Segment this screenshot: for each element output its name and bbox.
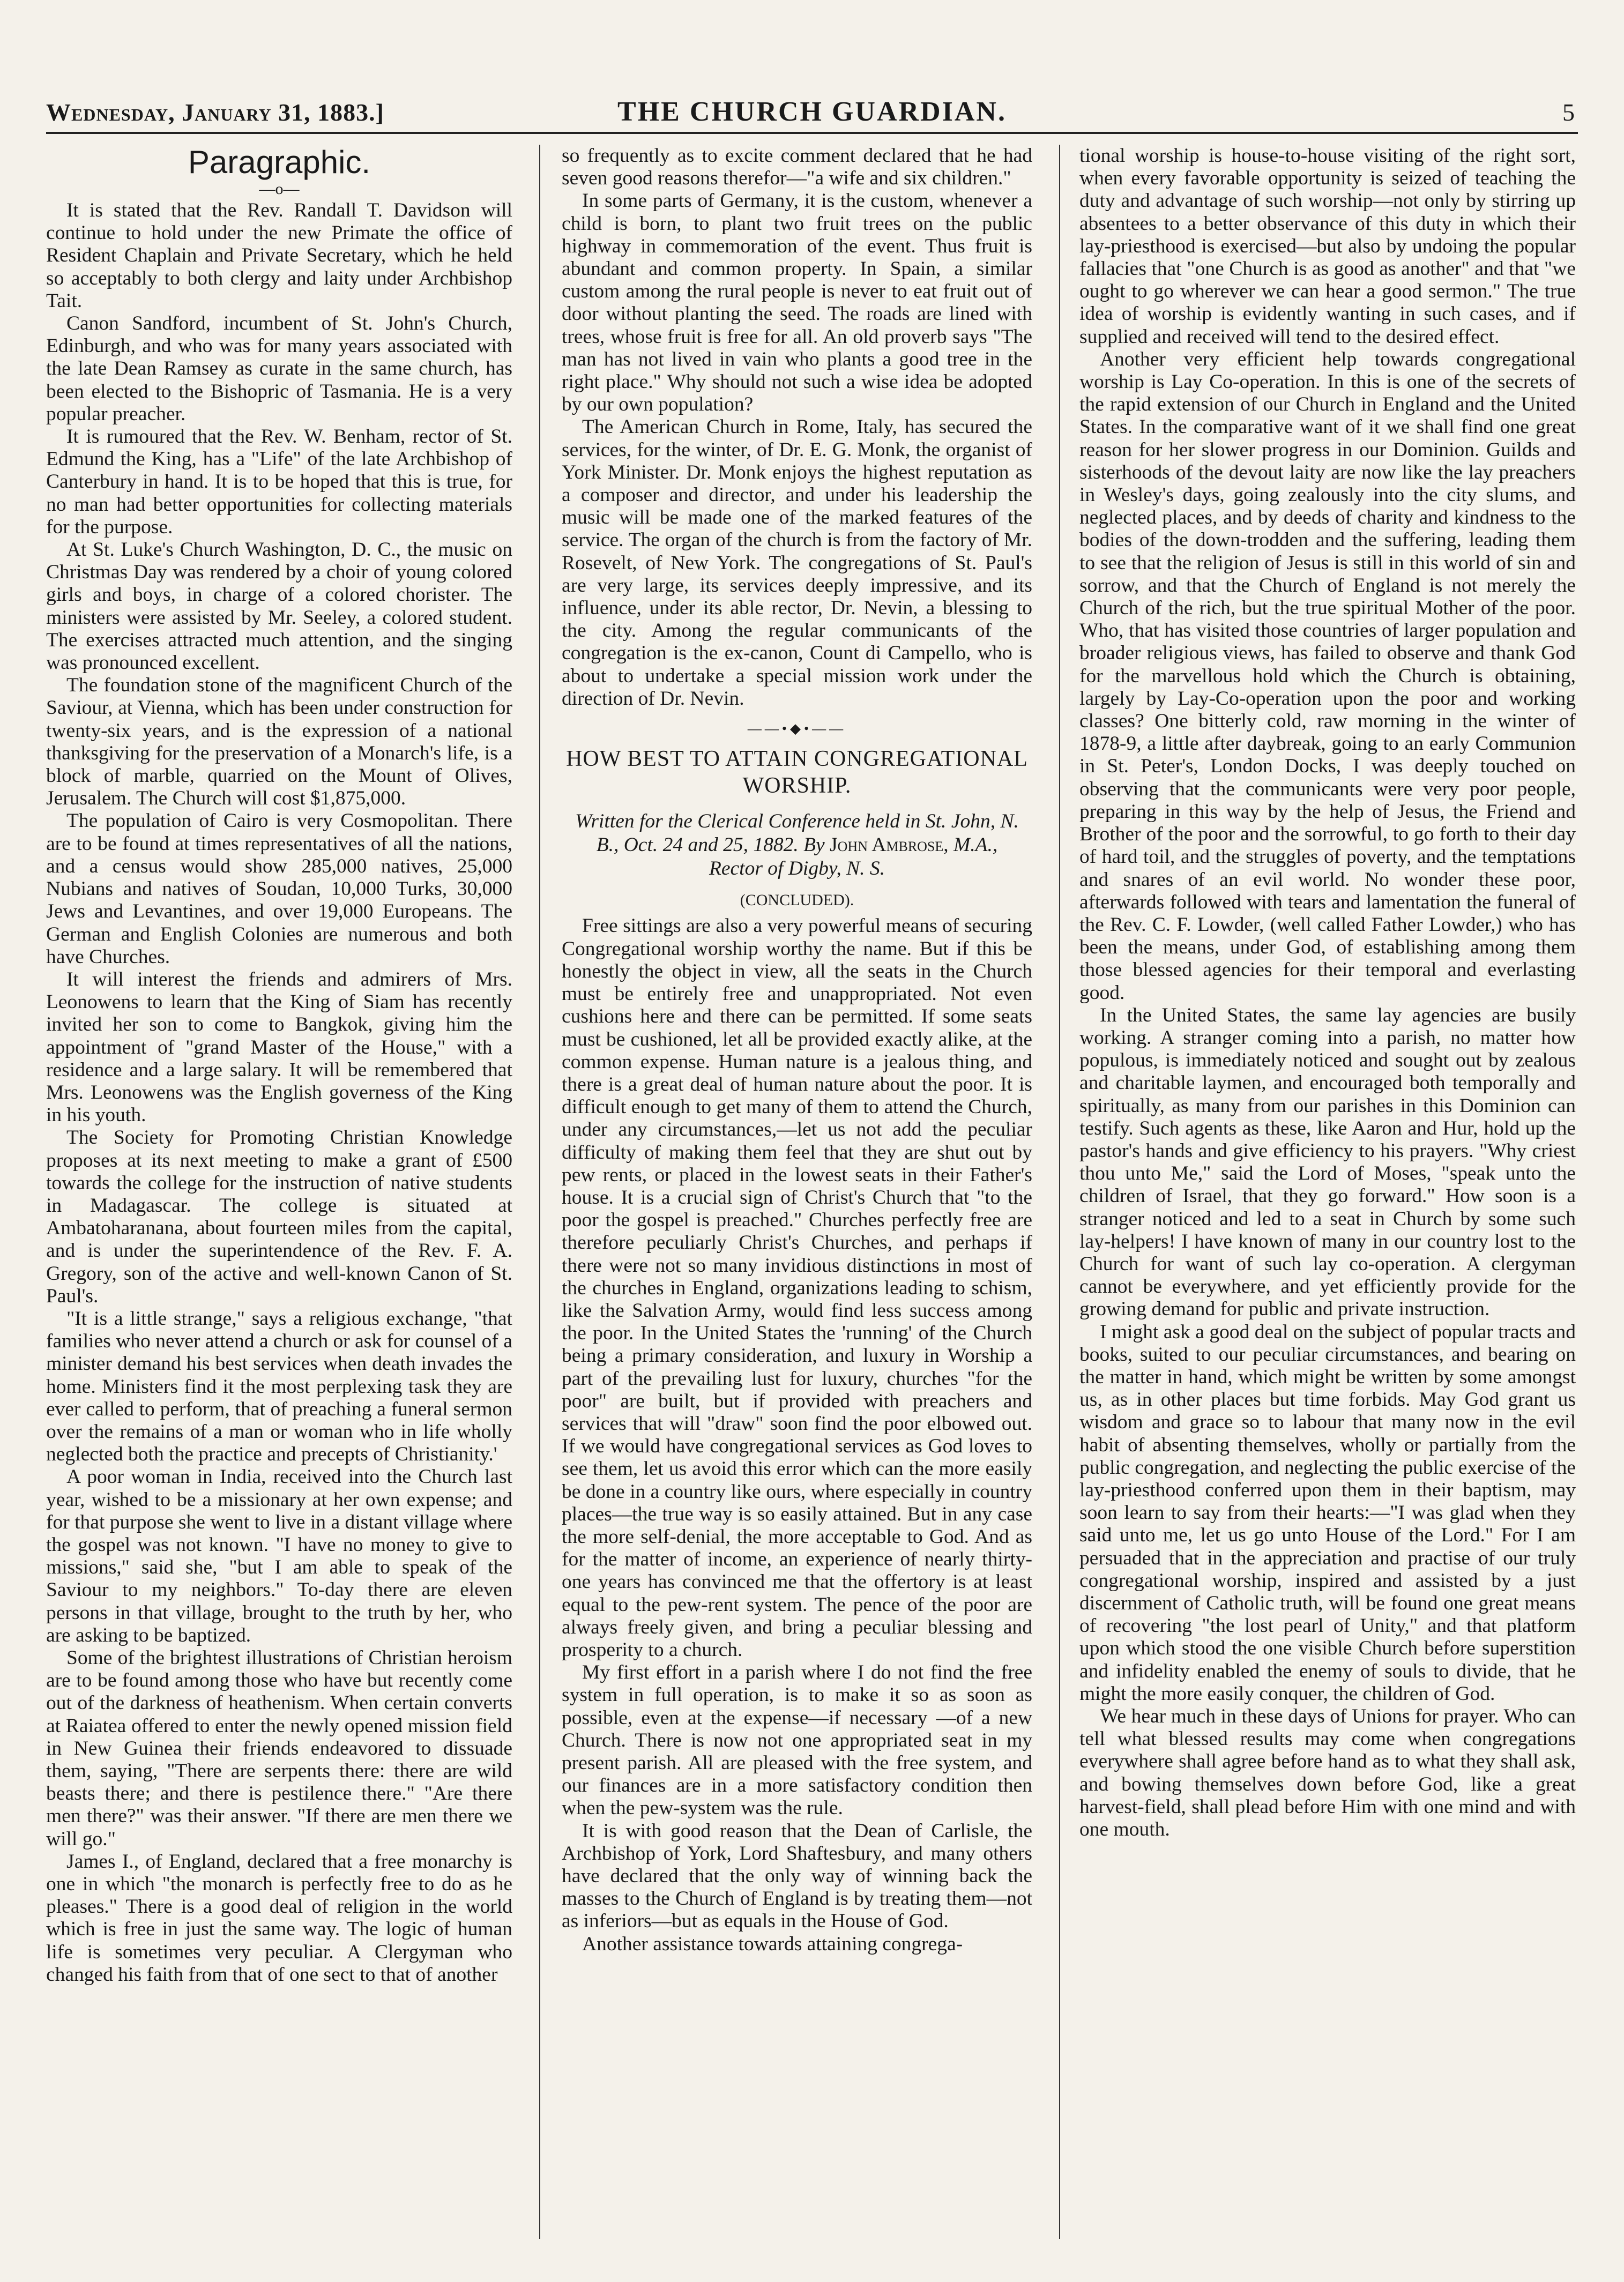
paragraph: In some parts of Germany, it is the custom, whenever a child is born, to plant two fruit trees on the public highway in commemoration of the event. Thus fruit is abundant and common property. In Spain, a similar custom among the rural people is never to eat fruit out of door without planting the seed. The roads are lined with trees, whose fruit is free for all. An old proverb says "The man has not lived in vain who plants a good tree in the right place." Why should not such a wise idea be adopted by our own population?: [562, 190, 1032, 416]
article-byline: [572, 810, 1022, 881]
paragraph: At St. Luke's Church Washington, D. C., the music on Christmas Day was rendered by a choir of young colored girls and boys, in charge of a colored chorister. The ministers were assisted by Mr. Seeley, a colored student. The exercises attracted much attention, and the singing was pronounced excellent.: [46, 539, 512, 674]
column-2: [562, 145, 1032, 2244]
paragraph: It will interest the friends and admirers of Mrs. Leonowens to learn that the King of Siam has recently invited her son to come to Bangkok, giving him the appointment of "grand Master of the House," with a residence and a large salary. It will be remembered that Mrs. Leonowens was the English governess of the King in his youth.: [46, 968, 512, 1127]
paragraph: It is with good reason that the Dean of Carlisle, the Archbishop of York, Lord Shaftesbury, and many others have declared that the only way of winning back the masses to the Church of England is by treating them—not as inferiors—but as equals in the House of God.: [562, 1819, 1032, 1933]
page-number: 5: [1562, 99, 1575, 126]
column-3: [1079, 145, 1576, 2244]
paragraph: I might ask a good deal on the subject of popular tracts and books, suited to our peculiar circumstances, and bearing on the matter in hand, which might be written by some amongst us, as in other places but time forbids. May God grant us wisdom and grace so to labour that many now in the evil habit of absenting themselves, wholly or partially from the public congregation, and neglecting the public exercise of the lay-priesthood conferred upon them in their baptism, may soon learn to say from their hearts:—"I was glad when they said unto me, let us go unto House of the Lord." For I am persuaded that in the appreciation and practise of our truly congregational worship, inspired and assisted by a just discernment of Catholic truth, will be found one great means of recovering "the lost pearl of Unity," and that platform upon which stood the one visible Church before superstition and infidelity enabled the enemy of souls to divide, that he might the more easily conquer, the children of God.: [1079, 1321, 1576, 1705]
paragraph: "It is a little strange," says a religious exchange, "that families who never attend a church or ask for counsel of a minister demand his best services when death invades the home. Ministers find it the most perplexing task they are ever called to perform, that of preaching a funeral sermon over the remains of a man or woman who in life wholly neglected both the practice and precepts of Christianity.': [46, 1307, 512, 1466]
page-header: [46, 94, 1578, 134]
section-title: Paragraphic.: [188, 145, 371, 180]
paragraph: In the United States, the same lay agencies are busily working. A stranger coming into a parish, no matter how populous, is immediately noticed and sought out by zealous and charitable laymen, and encouraged both temporally and spiritually, as many from our parishes in this Dominion can testify. Such agents as these, like Aaron and Hur, hold up the pastor's hands and give efficiency to his prayers. "Why criest thou unto Me," said the Lord of Moses, "speak unto the children of Israel, that they go forward." How soon is a stranger noticed and led to a seat in Church by some such lay-helpers! I have known of many in our country lost to the Church for want of such lay co-operation. A clergyman cannot be everywhere, and yet efficiently provide for the growing demand for public and private instruction.: [1079, 1004, 1576, 1321]
column-divider: [1059, 145, 1060, 2239]
byline-author: John Ambrose,: [830, 834, 949, 856]
masthead-title: THE CHURCH GUARDIAN.: [617, 96, 1007, 127]
paragraph: The foundation stone of the magnificent Church of the Saviour, at Vienna, which has been under construction for twenty-six years, and is the expression of a national thanksgiving for the preservation of a Monarch's life, is a block of marble, quarried on the Mount of Olives, Jerusalem. The Church will cost $1,875,000.: [46, 674, 512, 810]
paragraph: My first effort in a parish where I do not find the free system in full operation, is to make it so as soon as possible, even at the expense—if necessary —of a new Church. There is now not one appropriated seat in my present parish. All are pleased with the free system, and our finances are in a more satisfactory condition then when the pew-system was the rule.: [562, 1661, 1032, 1819]
paragraph: Free sittings are also a very powerful means of securing Congregational worship worthy the name. But if this be honestly the object in view, all the seats in the Church must be entirely free and unappropriated. Not even cushions here and there can be permitted. If some seats must be cushioned, let all be provided exactly alike, at the common expense. Human nature is a jealous thing, and there is a great deal of human nature about the poor. It is difficult enough to get many of them to attend the Church, under any circumstances,—let us not add the peculiar difficulty of making them feel that they are shut out by pew rents, or placed in the lowest seats in their Father's house. It is a crucial sign of Christ's Church that "to the poor the gospel is preached." Churches perfectly free are therefore peculiarly Christ's Churches, and perhaps if there were not so many invidious distinctions in most of the churches in England, organizations leading to schism, like the Salvation Army, would find less success among the poor. In the United States the 'running' of the Church being a primary consideration, and luxury in Worship a part of the prevailing lust for luxury, churches "for the poor" are built, but if provided with preachers and services that will "draw" soon find the poor elbowed out. If we would have congregational services as God loves to see them, let us avoid this error which can the more easily be done in a country like ours, where especially in country places—the true way is so easily attained. But in any case the more self-denial, the more acceptable to God. And as for the matter of income, an experience of nearly thirty-one years has convinced me that the offertory is at least equal to the pew-rent system. The pence of the poor are always freely given, and bring a peculiar blessing and prosperity to a church.: [562, 915, 1032, 1661]
paragraph: Canon Sandford, incumbent of St. John's Church, Edinburgh, and who was for many years associated with the late Dean Ramsey as curate in the same church, has been elected to the Bishopric of Tasmania. He is a very popular preacher.: [46, 312, 512, 425]
paragraph: It is stated that the Rev. Randall T. Davidson will continue to hold under the new Primate the office of Resident Chaplain and Private Secretary, which he held so acceptably to both clergy and laity under Archbishop Tait.: [46, 199, 512, 312]
paragraph: tional worship is house-to-house visiting of the right sort, when every favorable opportunity is seized of teaching the duty and advantage of such worship—not only by stirring up absentees to a better observance of this duty in which their lay-priesthood is exercised—but also by undoing the popular fallacies that "one Church is as good as another" and that "we ought to go wherever we can hear a good sermon." The true idea of worship is evidently wanting in such cases, and if supplied and received will tend to the desired effect.: [1079, 145, 1576, 348]
article-title: HOW BEST TO ATTAIN CONGREGATIONAL WORSHIP.: [566, 747, 1028, 799]
article-divider: ——•◆•——: [747, 721, 847, 737]
paragraph: It is rumoured that the Rev. W. Benham, rector of St. Edmund the King, has a "Life" of the late Archbishop of Canterbury in hand. It is to be hoped that this is true, for no man had better opportunities for collecting materials for the purpose.: [46, 426, 512, 538]
issue-date: Wednesday, January 31, 1883.]: [46, 99, 384, 126]
paragraph: The population of Cairo is very Cosmopolitan. There are to be found at times representatives of all the nations, and a census would show 285,000 natives, 25,000 Nubians and natives of Soudan, 10,000 Turks, 30,000 Jews and Levantines, and over 19,000 Europeans. The German and English Colonies are numerous and both have Churches.: [46, 810, 512, 968]
paragraph: A poor woman in India, received into the Church last year, wished to be a missionary at her own expense; and for that purpose she went to live in a distant village where the gospel was not known. "I have no money to give to missions," said she, "but I am able to speak of the Saviour to my neighbors." To-day there are eleven persons in that village, brought to the truth by her, who are asking to be baptized.: [46, 1466, 512, 1646]
paragraph: James I., of England, declared that a free monarchy is one in which "the monarch is perfectly free to do as he pleases." There is a good deal of religion in the world which is free in just the same way. The logic of human life is sometimes very peculiar. A Clergyman who changed his faith from that of one sect to that of another: [46, 1850, 512, 1986]
column-1: [46, 145, 512, 2244]
concluded-note: (CONCLUDED).: [740, 891, 854, 909]
paragraph: The American Church in Rome, Italy, has secured the services, for the winter, of Dr. E. G. Monk, the organist of York Minister. Dr. Monk enjoys the highest reputation as a composer and director, and under his leadership the music will be made one of the marked features of the service. The organ of the church is from the factory of Mr. Rosevelt, of New York. The congregations of St. Paul's are very large, its services deeply impressive, and its influence, under its able rector, Dr. Nevin, a blessing to the city. Among the regular communicants of the congregation is the ex-canon, Count di Campello, who is about to undertake a special mission work under the direction of Dr. Nevin.: [562, 416, 1032, 710]
paragraph: Some of the brightest illustrations of Christian heroism are to be found among those who have but recently come out of the darkness of heathenism. When certain converts at Raiatea offered to enter the newly opened mission field in New Guinea their friends endeavored to dissuade them, saying, "There are serpents there: there are wild beasts there; and there is pestilence there." "Are there men there?" was their answer. "If there are men there we will go.": [46, 1647, 512, 1850]
column-divider: [539, 145, 540, 2239]
paragraph: Another assistance towards attaining congrega-: [582, 1933, 963, 1955]
paragraph: so frequently as to excite comment declared that he had seven good reasons therefor—"a wife and six children.": [562, 145, 1032, 190]
paragraph: The Society for Promoting Christian Knowledge proposes at its next meeting to make a grant of £500 towards the college for the instruction of native students in Madagascar. The college is situated at Ambatoharanana, about fourteen miles from the capital, and is under the superintendence of the Rev. F. A. Gregory, son of the active and well-known Canon of St. Paul's.: [46, 1127, 512, 1307]
byline-tail: M.A., Rector of Digby, N. S.: [709, 834, 998, 880]
paragraph: We hear much in these days of Unions for prayer. Who can tell what blessed results may come when congregations everywhere shall agree before hand as to what they shall ask, and bowing themselves down before God, like a great harvest-field, shall plead before Him with one mind and with one mouth.: [1079, 1705, 1576, 1841]
section-ornament: —o—: [259, 180, 300, 198]
byline-text: Written for the Clerical Conference held in St. John, N. B., Oct. 24 and 25, 1882. By: [575, 810, 1019, 856]
paragraph: Another very efficient help towards congregational worship is Lay Co-operation. In this is one of the secrets of the rapid extension of our Church in England and the United States. In the comparative want of it we shall find one great reason for her slower progress in our Dominion. Guilds and sisterhoods of the devout laity are now like the lay preachers in Wesley's days, going zealously into the city slums, and neglected places, and by deeds of charity and kindness to the bodies of the down-trodden and the suffering, leading them to see that the religion of Jesus is still in this world of sin and sorrow, and that the Church of England is not merely the Church of the rich, but the true spiritual Mother of the poor. Who, that has visited those countries of larger population and broader religious views, has failed to observe and thank God for the marvellous hold which the Church is obtaining, largely by Lay-Co-operation upon the poor and working classes? One bitterly cold, raw morning in the winter of 1878-9, a little after daybreak, going to an early Communion in St. Peter's, London Docks, I was deeply touched on observing that the communicants were very poor people, preparing in this way by the help of Jesus, the Friend and Brother of the poor and the sorrowful, to go forth to their day of hard toil, and the struggles of poverty, and the temptations and snares of an evil world. No wonder these poor, afterwards followed with tears and lamentation the funeral of the Rev. C. F. Lowder, (well called Father Lowder,) who has been the means, under God, of establishing among them those blessed agencies for their temporal and everlasting good.: [1079, 348, 1576, 1004]
